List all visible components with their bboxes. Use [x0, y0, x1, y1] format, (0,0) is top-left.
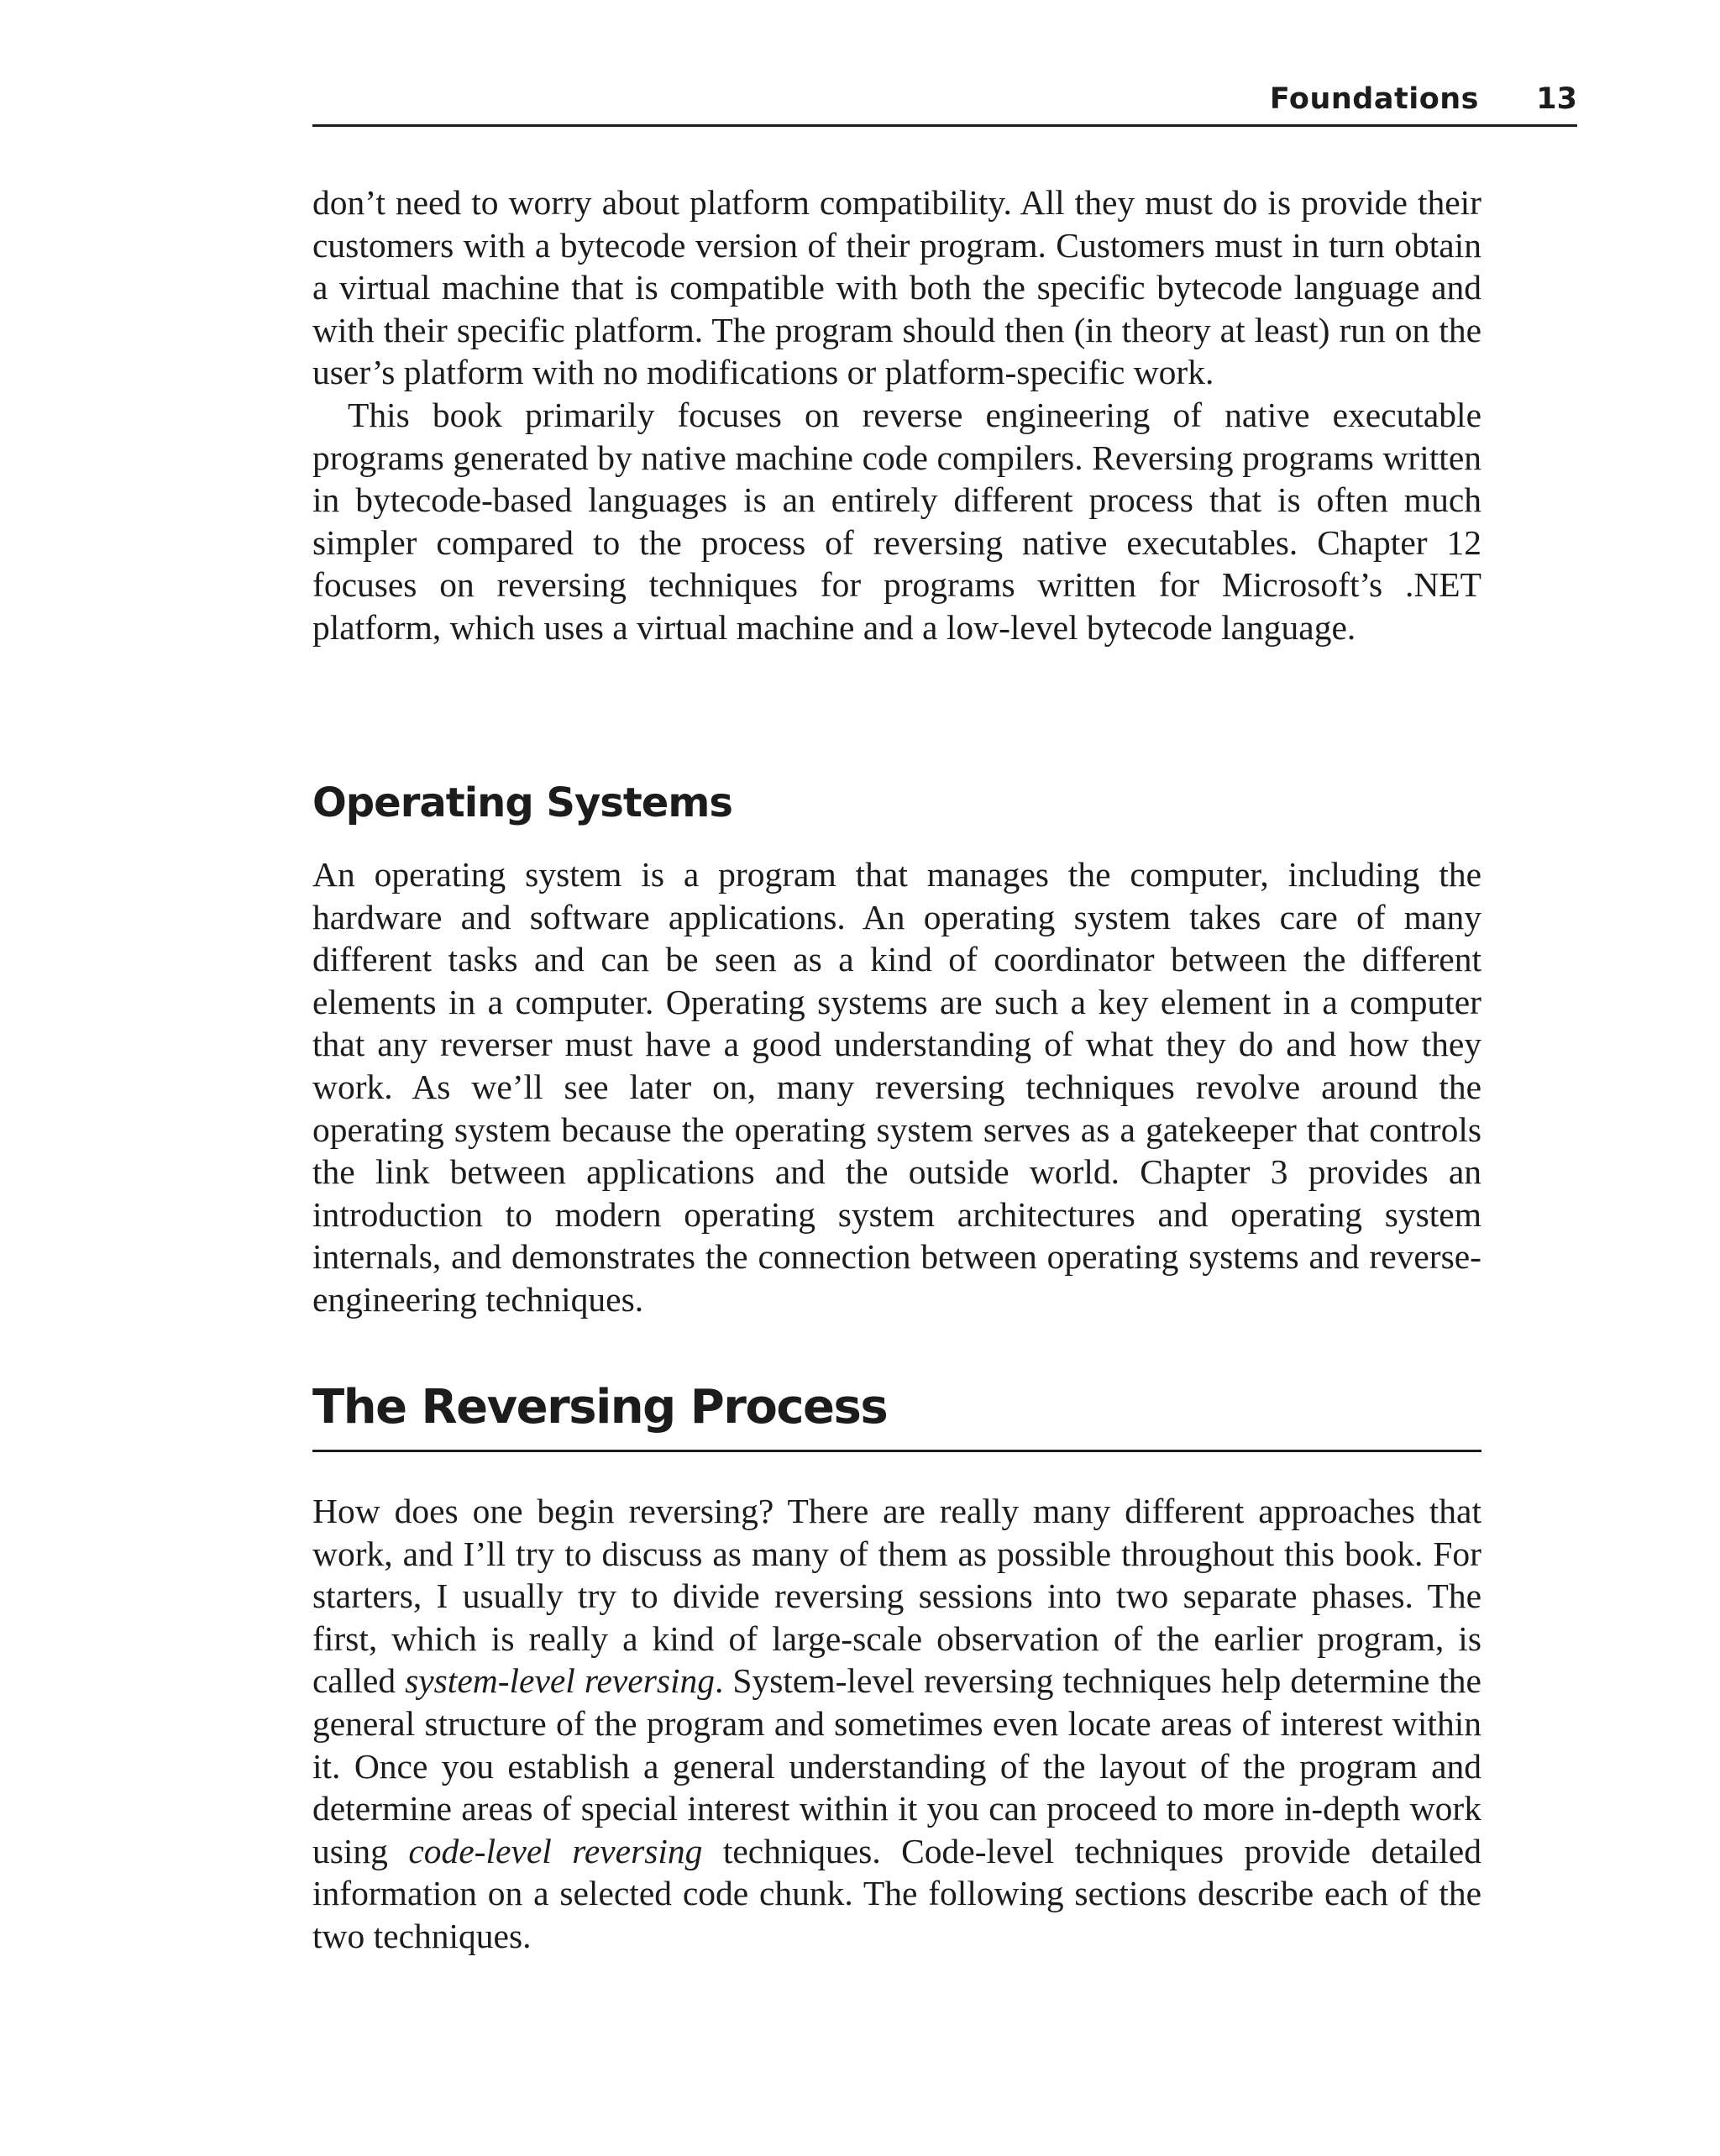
intro-text-block: [312, 181, 1481, 649]
operating-systems-text-block: [312, 853, 1481, 1321]
text-run: How does one begin reversing? There are really many different approaches that work, and I’ll try to discuss as many of them as possible throughout this book. For starters, I usually try to divide reversing sessions into two separate phases. The first, which is really a kind of large-scale observation of the earlier program, is called: [312, 1492, 1481, 1701]
paragraph: [312, 1490, 1481, 1958]
paragraph: This book primarily focuses on reverse engineering of native executable programs generated by native machine code compilers. Reversing programs written in bytecode-based languages is an entirely different process that is often much simpler compared to the process of reversing native executables. Chapter 12 focuses on reversing techniques for programs written for Microsoft’s .NET platform, which uses a virtual machine and a low-level bytecode language.: [312, 395, 1481, 647]
reversing-process-text-block: [312, 1490, 1481, 1958]
section-heading-operating-systems: Operating Systems: [312, 779, 732, 826]
text-run: techniques. Code-level techniques provide detailed information on a selected code chunk. The following sections describe each of the two techniques.: [312, 1831, 1481, 1955]
paragraph: don’t need to worry about platform compatibility. All they must do is provide their customers with a bytecode version of their program. Customers must in turn obtain a virtual machine that is compatible with both the specific bytecode language and with their specific platform. The program should then (in theory at least) run on the user’s platform with no modifications or platform-specific work.: [312, 183, 1481, 392]
running-header-section-name: Foundations: [1269, 82, 1479, 116]
text-run: . System-level reversing techniques help determine the general structure of the program and sometimes even locate areas of interest within it. Once you establish a general understanding of the layout of the program and determine areas of special interest within it you can proceed to more in-depth work using: [312, 1661, 1481, 1870]
emphasized-term: system-level reversing: [405, 1661, 716, 1701]
chapter-heading-reversing-process: The Reversing Process: [312, 1380, 1481, 1452]
page-number: 13: [1536, 82, 1577, 116]
paragraph: An operating system is a program that manages the computer, including the hardware and software applications. An operating system takes care of many different tasks and can be seen as a kind of coordinator between the different elements in a computer. Operating systems are such a key element in a computer that any reverser must have a good understanding of what they do and how they work. As we’ll see later on, many reversing techniques revolve around the operating system because the operating system serves as a gatekeeper that controls the link between applications and the outside world. Chapter 3 provides an introduction to modern operating system architectures and operating system internals, and demonstrates the connection between operating systems and reverse-engineering techniques.: [312, 855, 1481, 1319]
emphasized-term: code-level reversing: [408, 1831, 703, 1870]
running-header: [312, 82, 1577, 127]
